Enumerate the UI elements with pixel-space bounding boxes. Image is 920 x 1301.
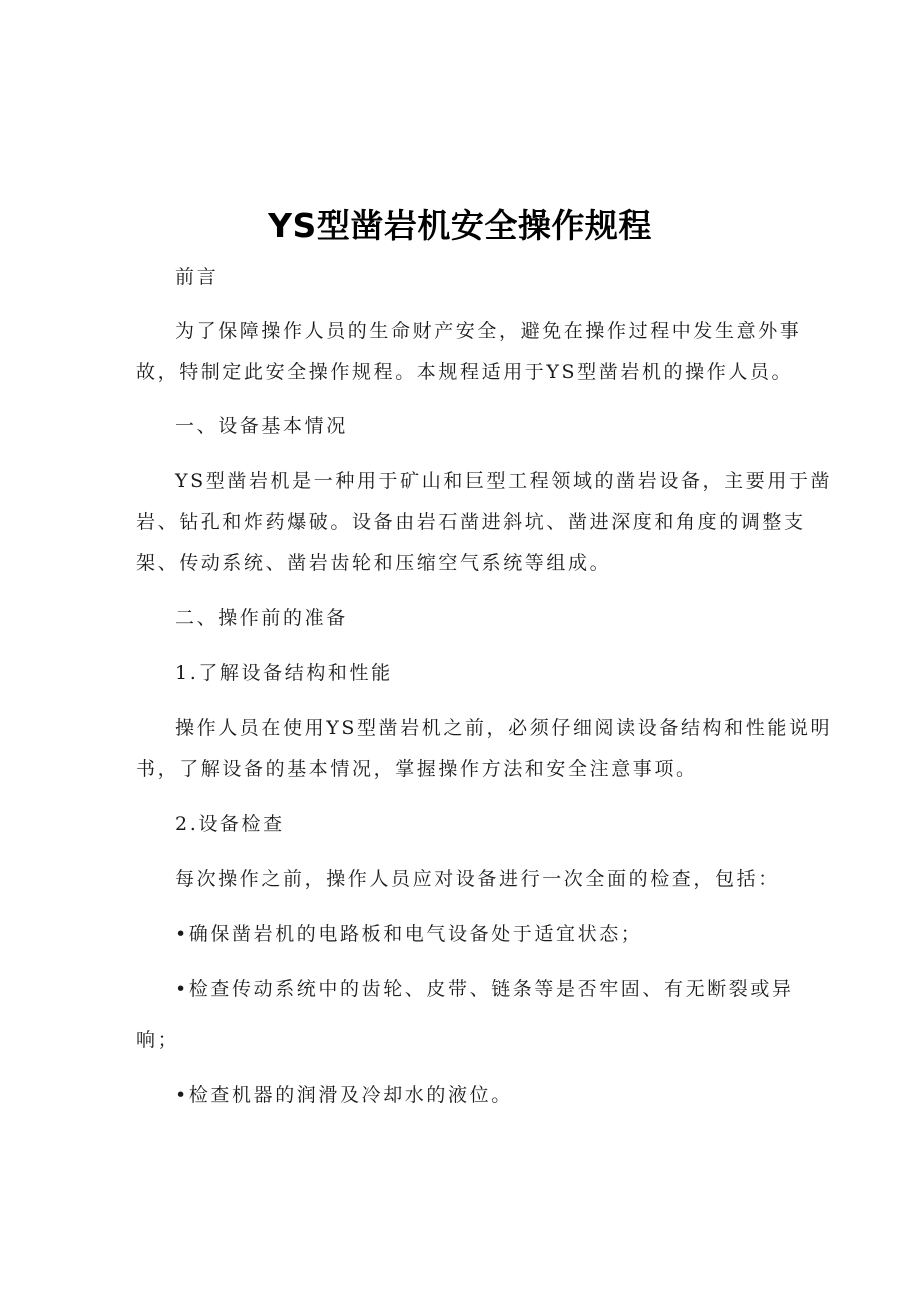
- bullet-item: •检查传动系统中的齿轮、皮带、链条等是否牢固、有无断裂或异: [175, 978, 794, 1000]
- paragraph-line: YS型凿岩机是一种用于矿山和巨型工程领域的凿岩设备，主要用于凿: [175, 470, 833, 492]
- subsection-heading: 1.了解设备结构和性能: [175, 662, 393, 684]
- paragraph-line: 书，了解设备的基本情况，掌握操作方法和安全注意事项。: [136, 758, 698, 780]
- section-heading: 二、操作前的准备: [175, 607, 348, 629]
- subsection-heading: 2.设备检查: [175, 813, 285, 835]
- paragraph-line: 故，特制定此安全操作规程。本规程适用于YS型凿岩机的操作人员。: [136, 361, 794, 383]
- preface-heading: 前言: [175, 266, 219, 288]
- paragraph-line: 每次操作之前，操作人员应对设备进行一次全面的检查，包括：: [175, 868, 780, 890]
- bullet-item-continuation: 响；: [136, 1029, 180, 1051]
- bullet-item: •检查机器的润滑及冷却水的液位。: [175, 1084, 513, 1106]
- paragraph-line: 架、传动系统、凿岩齿轮和压缩空气系统等组成。: [136, 552, 612, 574]
- section-heading: 一、设备基本情况: [175, 415, 348, 437]
- paragraph-line: 为了保障操作人员的生命财产安全，避免在操作过程中发生意外事: [175, 320, 802, 342]
- paragraph-line: 操作人员在使用YS型凿岩机之前，必须仔细阅读设备结构和性能说明: [175, 717, 833, 739]
- paragraph-line: 岩、钻孔和炸药爆破。设备由岩石凿进斜坑、凿进深度和角度的调整支: [136, 511, 806, 533]
- bullet-item: •确保凿岩机的电路板和电气设备处于适宜状态；: [175, 923, 643, 945]
- document-title: YS型凿岩机安全操作规程: [268, 206, 652, 245]
